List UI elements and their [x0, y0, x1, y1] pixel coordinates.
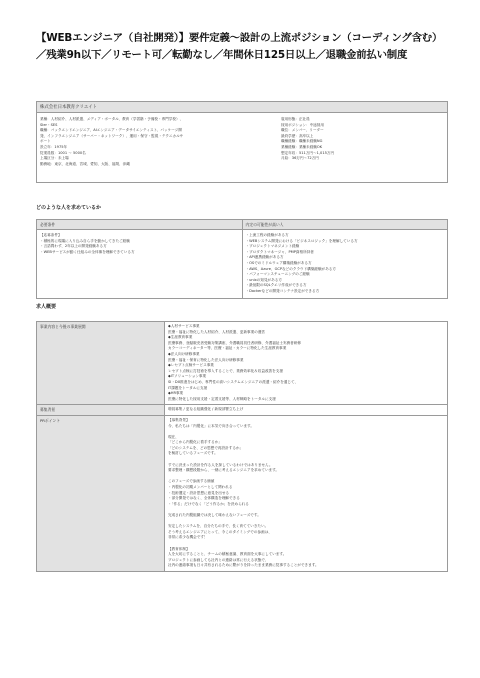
company-attribute-line: 従業員数：1001 〜 5000名: [40, 150, 86, 155]
preferred-condition-line: ・unixの知見がある方: [245, 277, 282, 282]
job-summary-line: 「どこから内製化に着手するか」: [168, 440, 222, 445]
company-info-box: [36, 101, 448, 183]
company-attribute-line: 設立年：1975年: [40, 144, 68, 149]
job-section-title: 求人概要: [36, 304, 57, 310]
job-summary-line: ◆人材サービス事業: [168, 324, 200, 328]
preferred-condition-line: ・最低限のSQLクエリ作成ができる方: [245, 283, 307, 288]
job-summary-row: [37, 405, 447, 416]
job-title: 【WEBエンジニア（自社開発）】要件定義〜設計の上流ポジション（コーディング含む）／残業9h以下／リモート可／転勤なし／年間休日125日以上／退職金前払い制度: [36, 32, 443, 61]
required-condition-line: ・WEBサービスが動く仕組みの全体像を理解できている方: [40, 249, 135, 254]
job-summary-line: 【募集背景】: [168, 417, 190, 422]
job-summary-line: 医療事務、登録販売者受験対策講座、介護職員初任者研修、介護福祉士実務者研修: [168, 340, 301, 345]
job-summary-line: IT課題をトータルに支援: [168, 385, 208, 390]
required-condition-line: 【応募条件】: [40, 233, 62, 237]
company-name: 株式会社日本教育クリエイト: [37, 102, 447, 113]
job-summary-line: SI・DX推進をはじめ、専門性の高いシステムエンジニアの派遣・紹介を通じて、: [168, 379, 299, 384]
job-summary-line: 人を大切にすることと、チームの積極意識、教育面を大事にしています。: [168, 552, 287, 557]
job-summary-line: 安定したシステムを、自分たちの手で、長く育てていきたい。: [168, 524, 269, 529]
job-summary-row: [37, 322, 447, 405]
job-summary-line: ・部分開発ではなく、全体構造を理解できる: [168, 496, 240, 501]
job-summary-line: 医療に特化した採用支援・定着支援等、人材戦略をトータルに支援: [168, 396, 276, 401]
job-summary-line: カラーコーディネーター等、医療・福祉・カラーに特化した生涯教育事業: [168, 346, 287, 351]
job-summary-line: 今、私たちは「内製化」に本気で向き合っています。: [168, 423, 254, 428]
job-summary-line: ◆法人向け研修事業: [168, 351, 200, 356]
job-summary-value: [165, 322, 447, 404]
job-summary-line: ◆ITソリューション事業: [168, 374, 207, 379]
job-summary-line: そう考えるエンジニアにとって、今このタイミングでの参画は、: [168, 529, 272, 534]
job-summary-line: すでに決まった設計を作る人を探しているわけではありません。: [168, 462, 273, 467]
job-summary-line: 【教育体制】: [168, 546, 190, 551]
job-summary-line: 要求整理・構想段階から、一緒に考えるエンジニアを求めています。: [168, 468, 280, 473]
job-summary-value: [165, 416, 447, 571]
company-attribute-line: SIer・SES: [40, 122, 58, 127]
company-attribute-line: 勤務地：東京、北海道、宮城、愛知、大阪、福岡、沖縄: [40, 161, 130, 166]
company-attributes: [40, 117, 250, 167]
employment-condition-line: 雇用形態：正社員: [281, 117, 310, 121]
job-summary-line: レセプト点検に打技術を導入することで、業務効率化＆収益改善を支援: [168, 368, 283, 373]
job-summary-line: ・内製化の初期メンバーとして関われる: [168, 485, 233, 490]
required-condition-line: ・言語問わず、2年以上の開発経験ある方: [40, 244, 107, 249]
company-attribute-line: 職種：バックエンドエンジニア、AIエンジニア・データサイエンティスト、パッケージ開: [40, 128, 182, 133]
company-attribute-line: ポート: [40, 139, 51, 144]
employment-condition-line: 採用ポジション：中途採用: [281, 122, 324, 127]
job-summary-line: ・技術選定・設計思想に意見を出せる: [168, 490, 230, 495]
employment-condition-line: 最終学歴：高卒以上: [281, 133, 314, 138]
job-summary-line: ◆HR事業: [168, 391, 184, 396]
company-attribute-line: 業種：人材紹介、人材派遣、メディア・ポータル、教育（学習塾・予備校・専門学校）、: [40, 117, 184, 121]
employment-condition-line: 職種経験：職種未経験NG: [281, 139, 323, 144]
company-attribute-line: 発、インフラエンジニア（サーバー・ネットワーク）、運用・保守・監視・テクニカルサ: [40, 133, 184, 138]
job-summary-line: 社内の連絡事項も日々共有されるために繋がりを持ったまま業務に従事することができます。: [168, 563, 319, 568]
job-summary-line: 完成された内製組織では決して味わえないフェーズです。: [168, 513, 261, 517]
preferred-condition-line: ・OSでのミドルウェア構築経験がある方: [245, 260, 312, 265]
preferred-condition-line: ・WEBシステム開発における「ビジネスロジック」を理解している方: [245, 238, 358, 243]
employment-conditions: [281, 117, 441, 162]
job-summary-line: 非常に希少な機会です！: [168, 535, 208, 540]
job-summary-line: 増員募集 / 更なる組織強化 / 新規部署立ち上げ: [168, 407, 244, 412]
required-column-header: 必要条件: [37, 220, 243, 229]
preferred-condition-line: ・API連携経験がある方: [245, 255, 284, 260]
preferred-condition-line: ・パフォーマンスチューニングのご経験: [245, 272, 310, 277]
preferred-condition-line: ・AWS、Azure、GCPなどのクラウド構築経験がある方: [245, 266, 336, 271]
job-summary-line: を検討しているフェーズです。: [168, 451, 218, 456]
job-summary-line: このフェーズで参画する価値: [168, 479, 215, 484]
employment-condition-line: 業種経験：業種未経験OK: [281, 144, 323, 149]
job-summary-line: ・「作る」だけでなく「どう作るか」を決められる: [168, 501, 249, 506]
job-summary-line: 「どのシステムを、どの思想で再設計するか」: [168, 445, 244, 450]
employment-condition-line: 想定年収：511万円〜1,015万円: [281, 150, 335, 155]
job-summary-table: [36, 321, 448, 572]
job-summary-key: 事業内容と今後の事業展開: [37, 322, 165, 404]
employment-condition-line: 月給：36万円〜72万円: [281, 156, 319, 161]
company-attribute-line: 上場区分：未上場: [40, 156, 69, 161]
required-conditions: [37, 230, 243, 298]
wanted-section-title: どのような人を求めているか: [36, 205, 102, 211]
job-summary-line: プロジェクトに参画しても社内との連絡は常に行える状態で、: [168, 557, 269, 562]
wanted-table: [36, 219, 448, 299]
job-summary-value: [165, 405, 447, 415]
job-summary-key: 募集背景: [37, 405, 165, 415]
required-condition-line: ・積極的に現場に入り込み自ら手を動かしてきたご経験: [40, 238, 130, 243]
preferred-condition-line: ・プロダクトマネージャ、PMP資格所持者: [245, 249, 314, 254]
preferred-condition-line: ・上流工程の経験がある方: [245, 233, 289, 237]
job-summary-line: 医療・福祉に特化した人材紹介、人材派遣、更新事業の運営: [168, 329, 266, 334]
preferred-condition-line: ・プロジェクトマネジメント経験: [245, 244, 300, 249]
job-summary-key: PRポイント: [37, 416, 165, 571]
job-summary-row: [37, 416, 447, 571]
job-summary-line: ◆生涯教育事業: [168, 335, 193, 340]
preferred-conditions: [243, 230, 448, 298]
job-summary-line: 医療・福祉・保育に特化した法人向け研修事業: [168, 357, 244, 362]
preferred-condition-line: ・Dockerなどの開発コンテナ設定ができる方: [245, 288, 320, 293]
employment-condition-line: 職位：メンバー、リーダー: [281, 128, 324, 133]
job-summary-line: ◆レセプト点検サービス事業: [168, 363, 214, 368]
preferred-column-header: 内定の可能性が高い人: [245, 222, 284, 227]
job-summary-line: 現在、: [168, 434, 179, 439]
